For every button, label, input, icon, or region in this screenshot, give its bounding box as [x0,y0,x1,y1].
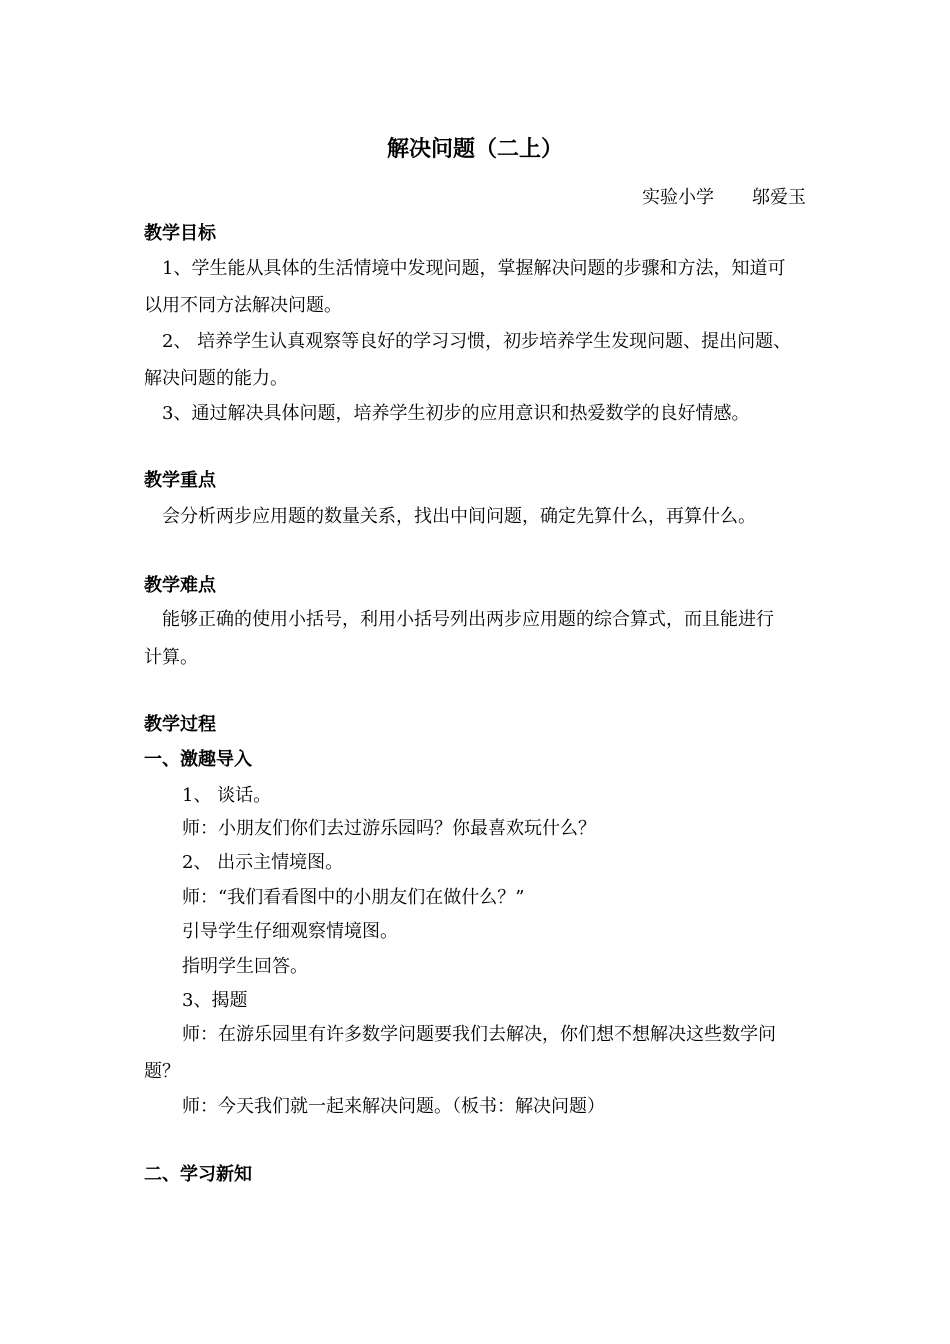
key-points-text: 会分析两步应用题的数量关系，找出中间问题，确定先算什么，再算什么。 [162,506,756,527]
objective-2-line-2: 解决问题的能力。 [144,368,288,389]
key-points-heading: 教学重点 [144,470,216,491]
author-line [642,186,806,210]
objective-1-line-2: 以用不同方法解决问题。 [144,295,342,316]
section-1-line: 1、 谈话。 [182,785,272,806]
document-title: 解决问题（二上） [386,136,563,162]
objective-3: 3、通过解决具体问题，培养学生初步的应用意识和热爱数学的良好情感。 [162,403,750,424]
section-1-heading: 一、激趣导入 [144,749,252,770]
section-1-line: 师：小朋友们你们去过游乐园吗？你最喜欢玩什么？ [182,818,596,839]
author-school: 实验小学 [642,187,714,208]
section-1-line: 2、 出示主情境图。 [182,852,344,873]
objective-2-line-1: 2、 培养学生认真观察等良好的学习习惯，初步培养学生发现问题、提出问题、 [162,331,792,352]
objectives-heading: 教学目标 [144,223,216,244]
section-2-heading: 二、学习新知 [144,1164,252,1185]
process-heading: 教学过程 [144,714,216,735]
difficulties-line-1: 能够正确的使用小括号，利用小括号列出两步应用题的综合算式，而且能进行 [162,609,774,630]
section-1-line: 引导学生仔细观察情境图。 [182,921,398,942]
section-1-line: 题？ [144,1061,180,1082]
section-1-line: 指明学生回答。 [182,956,308,977]
section-1-line: 3、揭题 [182,990,248,1011]
section-1-line: 师：在游乐园里有许多数学问题要我们去解决，你们想不想解决这些数学问 [182,1024,776,1045]
author-name: 邬爱玉 [752,187,806,208]
objective-1-line-1: 1、学生能从具体的生活情境中发现问题，掌握解决问题的步骤和方法，知道可 [162,258,786,279]
difficulties-heading: 教学难点 [144,575,216,596]
section-1-line: 师：“我们看看图中的小朋友们在做什么？” [182,887,525,908]
section-1-line: 师：今天我们就一起来解决问题。（板书：解决问题） [182,1096,605,1117]
difficulties-line-2: 计算。 [144,647,198,668]
